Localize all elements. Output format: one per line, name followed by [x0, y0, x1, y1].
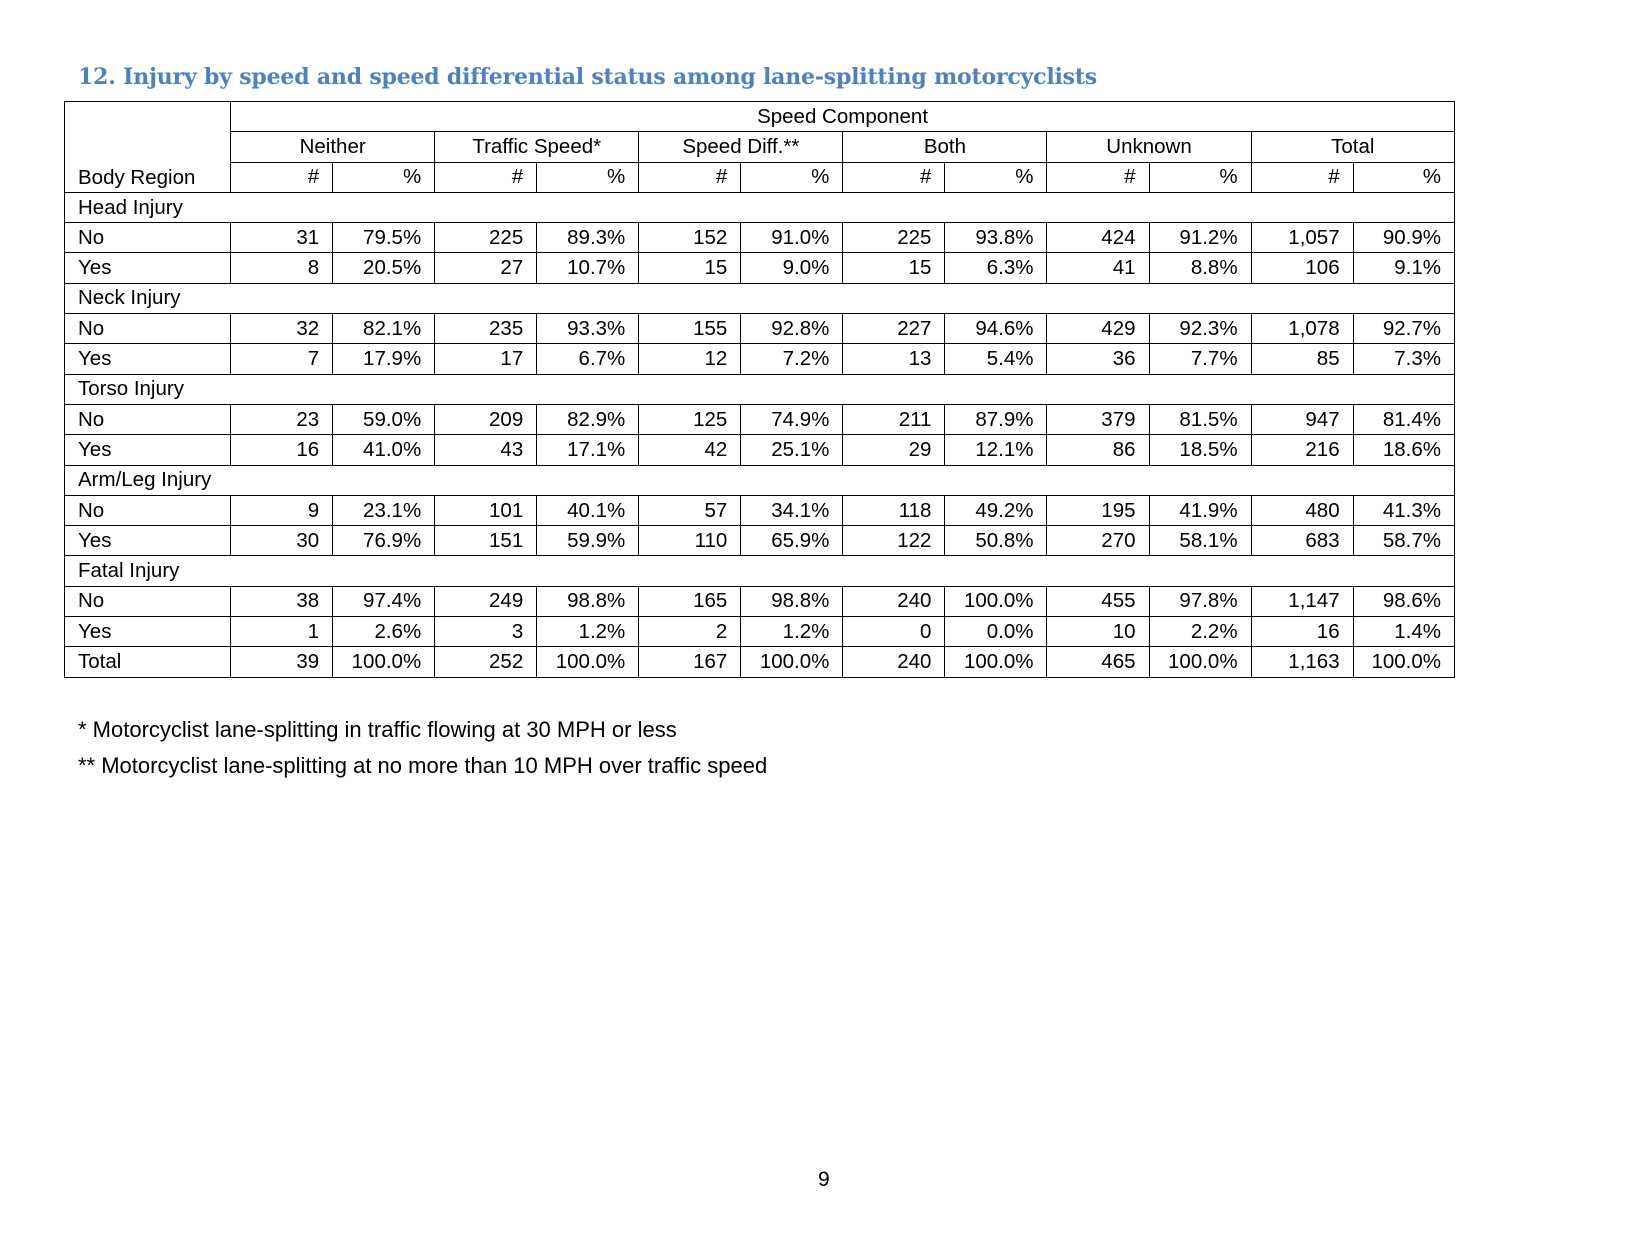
percent-cell: 98.6%	[1353, 586, 1454, 616]
percent-cell: 89.3%	[537, 223, 639, 253]
count-cell: 252	[435, 647, 537, 677]
section-row	[65, 556, 1455, 586]
percent-subheader: %	[537, 162, 639, 192]
percent-cell: 1.4%	[1353, 617, 1454, 647]
count-cell: 216	[1251, 435, 1353, 465]
percent-cell: 40.1%	[537, 495, 639, 525]
count-cell: 3	[435, 617, 537, 647]
percent-cell: 41.0%	[333, 435, 435, 465]
count-cell: 683	[1251, 526, 1353, 556]
count-cell: 125	[639, 404, 741, 434]
count-cell: 152	[639, 223, 741, 253]
column-header: Speed Diff.**	[639, 132, 843, 162]
percent-cell: 8.8%	[1149, 253, 1251, 283]
column-header: Unknown	[1047, 132, 1251, 162]
count-subheader: #	[639, 162, 741, 192]
percent-subheader: %	[333, 162, 435, 192]
percent-cell: 2.2%	[1149, 617, 1251, 647]
row-label: Yes	[65, 526, 231, 556]
row-label: No	[65, 495, 231, 525]
section-label: Neck Injury	[65, 283, 1455, 313]
column-header: Neither	[231, 132, 435, 162]
count-cell: 13	[843, 344, 945, 374]
count-cell: 379	[1047, 404, 1149, 434]
count-subheader: #	[843, 162, 945, 192]
count-cell: 29	[843, 435, 945, 465]
count-cell: 165	[639, 586, 741, 616]
row-label: No	[65, 404, 231, 434]
count-cell: 0	[843, 617, 945, 647]
table-row	[65, 526, 1455, 556]
count-cell: 32	[231, 314, 333, 344]
count-cell: 17	[435, 344, 537, 374]
percent-cell: 90.9%	[1353, 223, 1454, 253]
row-label: No	[65, 586, 231, 616]
percent-cell: 100.0%	[1149, 647, 1251, 677]
page-number: 9	[818, 1168, 830, 1191]
percent-cell: 5.4%	[945, 344, 1047, 374]
table-row	[65, 495, 1455, 525]
percent-cell: 100.0%	[333, 647, 435, 677]
table-row	[65, 617, 1455, 647]
count-cell: 16	[1251, 617, 1353, 647]
count-cell: 465	[1047, 647, 1149, 677]
count-cell: 41	[1047, 253, 1149, 283]
count-cell: 118	[843, 495, 945, 525]
count-cell: 122	[843, 526, 945, 556]
percent-cell: 93.3%	[537, 314, 639, 344]
count-cell: 240	[843, 586, 945, 616]
percent-cell: 91.2%	[1149, 223, 1251, 253]
percent-cell: 49.2%	[945, 495, 1047, 525]
count-cell: 9	[231, 495, 333, 525]
percent-cell: 23.1%	[333, 495, 435, 525]
count-subheader: #	[1251, 162, 1353, 192]
count-subheader: #	[231, 162, 333, 192]
count-cell: 101	[435, 495, 537, 525]
percent-cell: 92.8%	[741, 314, 843, 344]
percent-subheader: %	[1353, 162, 1454, 192]
column-header: Both	[843, 132, 1047, 162]
section-row	[65, 465, 1455, 495]
percent-cell: 58.1%	[1149, 526, 1251, 556]
percent-cell: 2.6%	[333, 617, 435, 647]
percent-cell: 100.0%	[1353, 647, 1454, 677]
count-cell: 27	[435, 253, 537, 283]
count-cell: 1,057	[1251, 223, 1353, 253]
percent-cell: 100.0%	[945, 647, 1047, 677]
count-cell: 270	[1047, 526, 1149, 556]
footnote-speed-diff: ** Motorcyclist lane-splitting at no more than 10 MPH over traffic speed	[78, 753, 768, 778]
percent-cell: 94.6%	[945, 314, 1047, 344]
count-cell: 43	[435, 435, 537, 465]
percent-cell: 9.0%	[741, 253, 843, 283]
percent-cell: 18.5%	[1149, 435, 1251, 465]
percent-cell: 18.6%	[1353, 435, 1454, 465]
percent-cell: 7.2%	[741, 344, 843, 374]
percent-cell: 98.8%	[741, 586, 843, 616]
count-cell: 8	[231, 253, 333, 283]
section-label: Head Injury	[65, 192, 1455, 222]
percent-cell: 17.1%	[537, 435, 639, 465]
count-cell: 424	[1047, 223, 1149, 253]
percent-cell: 92.3%	[1149, 314, 1251, 344]
percent-cell: 65.9%	[741, 526, 843, 556]
section-label: Fatal Injury	[65, 556, 1455, 586]
percent-cell: 7.3%	[1353, 344, 1454, 374]
percent-cell: 0.0%	[945, 617, 1047, 647]
percent-cell: 1.2%	[537, 617, 639, 647]
count-cell: 947	[1251, 404, 1353, 434]
percent-cell: 12.1%	[945, 435, 1047, 465]
table-row	[65, 404, 1455, 434]
percent-cell: 34.1%	[741, 495, 843, 525]
percent-cell: 50.8%	[945, 526, 1047, 556]
count-cell: 106	[1251, 253, 1353, 283]
count-cell: 480	[1251, 495, 1353, 525]
percent-cell: 6.7%	[537, 344, 639, 374]
count-cell: 39	[231, 647, 333, 677]
percent-cell: 7.7%	[1149, 344, 1251, 374]
percent-cell: 41.9%	[1149, 495, 1251, 525]
count-cell: 1,078	[1251, 314, 1353, 344]
table-row	[65, 253, 1455, 283]
percent-cell: 59.9%	[537, 526, 639, 556]
footnotes	[78, 712, 767, 784]
count-cell: 31	[231, 223, 333, 253]
section-row	[65, 192, 1455, 222]
row-label: Yes	[65, 617, 231, 647]
footnote-traffic-speed: * Motorcyclist lane-splitting in traffic flowing at 30 MPH or less	[78, 717, 677, 742]
percent-subheader: %	[741, 162, 843, 192]
percent-cell: 82.9%	[537, 404, 639, 434]
total-row	[65, 647, 1455, 677]
count-cell: 57	[639, 495, 741, 525]
count-cell: 30	[231, 526, 333, 556]
percent-subheader: %	[945, 162, 1047, 192]
count-cell: 211	[843, 404, 945, 434]
count-cell: 249	[435, 586, 537, 616]
percent-cell: 17.9%	[333, 344, 435, 374]
percent-cell: 81.5%	[1149, 404, 1251, 434]
count-cell: 7	[231, 344, 333, 374]
percent-subheader: %	[1149, 162, 1251, 192]
percent-cell: 92.7%	[1353, 314, 1454, 344]
count-subheader: #	[1047, 162, 1149, 192]
percent-cell: 59.0%	[333, 404, 435, 434]
percent-cell: 25.1%	[741, 435, 843, 465]
injury-table	[64, 101, 1455, 678]
count-cell: 10	[1047, 617, 1149, 647]
count-cell: 15	[843, 253, 945, 283]
count-cell: 1,147	[1251, 586, 1353, 616]
row-label: Yes	[65, 344, 231, 374]
count-cell: 23	[231, 404, 333, 434]
count-cell: 151	[435, 526, 537, 556]
percent-cell: 93.8%	[945, 223, 1047, 253]
count-cell: 225	[435, 223, 537, 253]
row-label: Total	[65, 647, 231, 677]
count-cell: 155	[639, 314, 741, 344]
section-label: Torso Injury	[65, 374, 1455, 404]
percent-cell: 74.9%	[741, 404, 843, 434]
row-label: Yes	[65, 435, 231, 465]
count-cell: 110	[639, 526, 741, 556]
count-cell: 15	[639, 253, 741, 283]
percent-cell: 87.9%	[945, 404, 1047, 434]
percent-cell: 41.3%	[1353, 495, 1454, 525]
percent-cell: 98.8%	[537, 586, 639, 616]
percent-cell: 81.4%	[1353, 404, 1454, 434]
percent-cell: 100.0%	[741, 647, 843, 677]
table-row	[65, 435, 1455, 465]
table-row	[65, 223, 1455, 253]
count-cell: 227	[843, 314, 945, 344]
count-cell: 195	[1047, 495, 1149, 525]
section-label: Arm/Leg Injury	[65, 465, 1455, 495]
section-row	[65, 374, 1455, 404]
count-cell: 225	[843, 223, 945, 253]
percent-cell: 100.0%	[945, 586, 1047, 616]
percent-cell: 91.0%	[741, 223, 843, 253]
count-cell: 86	[1047, 435, 1149, 465]
count-cell: 240	[843, 647, 945, 677]
count-cell: 85	[1251, 344, 1353, 374]
percent-cell: 58.7%	[1353, 526, 1454, 556]
column-header: Traffic Speed*	[435, 132, 639, 162]
row-header: Body Region	[65, 102, 231, 193]
percent-cell: 79.5%	[333, 223, 435, 253]
count-cell: 36	[1047, 344, 1149, 374]
count-cell: 12	[639, 344, 741, 374]
table-row	[65, 344, 1455, 374]
column-header: Total	[1251, 132, 1454, 162]
count-cell: 209	[435, 404, 537, 434]
percent-cell: 10.7%	[537, 253, 639, 283]
percent-cell: 97.8%	[1149, 586, 1251, 616]
count-cell: 16	[231, 435, 333, 465]
percent-cell: 9.1%	[1353, 253, 1454, 283]
table-row	[65, 586, 1455, 616]
percent-cell: 82.1%	[333, 314, 435, 344]
row-label: Yes	[65, 253, 231, 283]
count-cell: 42	[639, 435, 741, 465]
count-cell: 235	[435, 314, 537, 344]
group-header: Speed Component	[231, 102, 1455, 132]
count-subheader: #	[435, 162, 537, 192]
percent-cell: 100.0%	[537, 647, 639, 677]
table-title: 12. Injury by speed and speed differential status among lane-splitting motorcyclists	[78, 64, 1097, 90]
count-cell: 429	[1047, 314, 1149, 344]
count-cell: 38	[231, 586, 333, 616]
table-row	[65, 314, 1455, 344]
count-cell: 1,163	[1251, 647, 1353, 677]
row-label: No	[65, 314, 231, 344]
row-label: No	[65, 223, 231, 253]
percent-cell: 1.2%	[741, 617, 843, 647]
count-cell: 2	[639, 617, 741, 647]
percent-cell: 76.9%	[333, 526, 435, 556]
count-cell: 1	[231, 617, 333, 647]
count-cell: 455	[1047, 586, 1149, 616]
section-row	[65, 283, 1455, 313]
percent-cell: 20.5%	[333, 253, 435, 283]
percent-cell: 6.3%	[945, 253, 1047, 283]
percent-cell: 97.4%	[333, 586, 435, 616]
count-cell: 167	[639, 647, 741, 677]
